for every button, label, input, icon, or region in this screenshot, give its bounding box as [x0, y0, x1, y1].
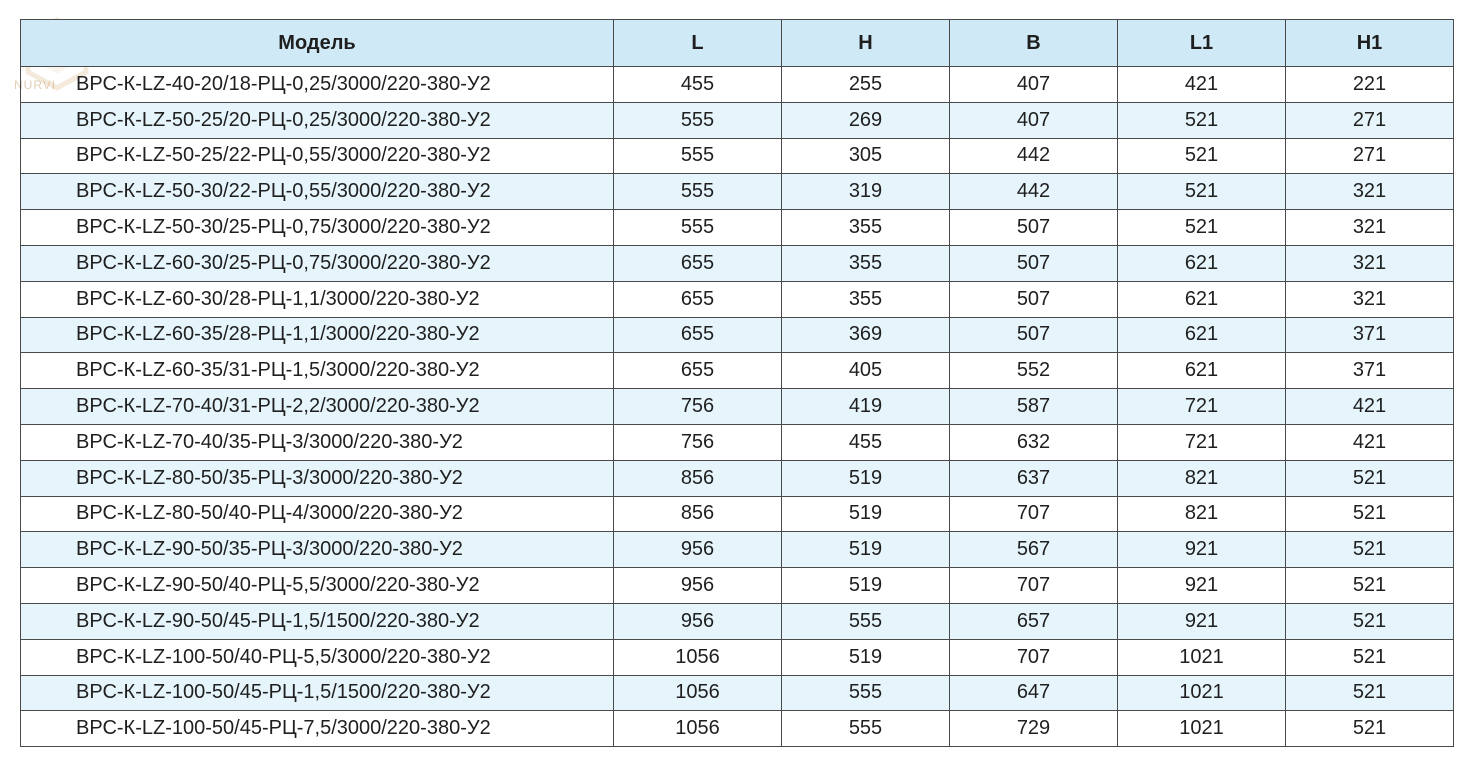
h1-cell: 371 — [1286, 317, 1454, 353]
table-row — [21, 496, 1454, 532]
h-cell: 355 — [782, 245, 950, 281]
table-row — [21, 245, 1454, 281]
h-cell: 519 — [782, 460, 950, 496]
l-cell: 1056 — [614, 711, 782, 747]
h1-cell: 271 — [1286, 102, 1454, 138]
table-row — [21, 102, 1454, 138]
b-cell: 657 — [950, 603, 1118, 639]
l1-cell: 1021 — [1118, 711, 1286, 747]
l1-cell: 821 — [1118, 496, 1286, 532]
table-row — [21, 603, 1454, 639]
b-cell: 407 — [950, 67, 1118, 103]
model-cell: ВРС-К-LZ-90-50/40-РЦ-5,5/3000/220-380-У2 — [21, 568, 614, 604]
model-cell: ВРС-К-LZ-80-50/40-РЦ-4/3000/220-380-У2 — [21, 496, 614, 532]
l-cell: 956 — [614, 532, 782, 568]
h-cell: 519 — [782, 568, 950, 604]
table-header-row — [21, 20, 1454, 67]
l-cell: 455 — [614, 67, 782, 103]
h-cell: 319 — [782, 174, 950, 210]
b-cell: 442 — [950, 174, 1118, 210]
h-cell: 369 — [782, 317, 950, 353]
table-row — [21, 389, 1454, 425]
h1-cell: 221 — [1286, 67, 1454, 103]
model-cell: ВРС-К-LZ-60-30/28-РЦ-1,1/3000/220-380-У2 — [21, 281, 614, 317]
h-cell: 555 — [782, 675, 950, 711]
h1-cell: 521 — [1286, 532, 1454, 568]
model-cell: ВРС-К-LZ-70-40/35-РЦ-3/3000/220-380-У2 — [21, 424, 614, 460]
h1-cell: 521 — [1286, 675, 1454, 711]
model-cell: ВРС-К-LZ-100-50/40-РЦ-5,5/3000/220-380-У2 — [21, 639, 614, 675]
l1-cell: 1021 — [1118, 639, 1286, 675]
h1-cell: 421 — [1286, 424, 1454, 460]
l-cell: 1056 — [614, 639, 782, 675]
b-cell: 647 — [950, 675, 1118, 711]
l1-cell: 921 — [1118, 532, 1286, 568]
l-cell: 555 — [614, 174, 782, 210]
table-row — [21, 353, 1454, 389]
h1-cell: 521 — [1286, 460, 1454, 496]
dimensions-table — [20, 19, 1454, 747]
table-row — [21, 317, 1454, 353]
h-cell: 305 — [782, 138, 950, 174]
model-cell: ВРС-К-LZ-60-35/31-РЦ-1,5/3000/220-380-У2 — [21, 353, 614, 389]
table-row — [21, 424, 1454, 460]
h-cell: 269 — [782, 102, 950, 138]
h-cell: 555 — [782, 603, 950, 639]
h-cell: 519 — [782, 639, 950, 675]
l1-cell: 721 — [1118, 424, 1286, 460]
l-cell: 655 — [614, 281, 782, 317]
l-cell: 956 — [614, 603, 782, 639]
b-cell: 507 — [950, 281, 1118, 317]
model-cell: ВРС-К-LZ-60-35/28-РЦ-1,1/3000/220-380-У2 — [21, 317, 614, 353]
l-cell: 555 — [614, 210, 782, 246]
model-cell: ВРС-К-LZ-40-20/18-РЦ-0,25/3000/220-380-У2 — [21, 67, 614, 103]
b-cell: 507 — [950, 317, 1118, 353]
l1-cell: 921 — [1118, 568, 1286, 604]
h1-cell: 371 — [1286, 353, 1454, 389]
l1-cell: 821 — [1118, 460, 1286, 496]
column-header-model: Модель — [21, 20, 614, 67]
l1-cell: 621 — [1118, 317, 1286, 353]
h1-cell: 521 — [1286, 711, 1454, 747]
b-cell: 552 — [950, 353, 1118, 389]
model-cell: ВРС-К-LZ-60-30/25-РЦ-0,75/3000/220-380-У2 — [21, 245, 614, 281]
b-cell: 407 — [950, 102, 1118, 138]
l1-cell: 721 — [1118, 389, 1286, 425]
table-row — [21, 532, 1454, 568]
b-cell: 707 — [950, 496, 1118, 532]
model-cell: ВРС-К-LZ-80-50/35-РЦ-3/3000/220-380-У2 — [21, 460, 614, 496]
b-cell: 567 — [950, 532, 1118, 568]
table-row — [21, 711, 1454, 747]
watermark-text: NURVI — [14, 78, 57, 92]
model-cell: ВРС-К-LZ-50-25/22-РЦ-0,55/3000/220-380-У2 — [21, 138, 614, 174]
h1-cell: 421 — [1286, 389, 1454, 425]
h1-cell: 521 — [1286, 639, 1454, 675]
l1-cell: 521 — [1118, 174, 1286, 210]
h1-cell: 321 — [1286, 174, 1454, 210]
l1-cell: 621 — [1118, 245, 1286, 281]
l1-cell: 921 — [1118, 603, 1286, 639]
b-cell: 707 — [950, 639, 1118, 675]
column-header-b: B — [950, 20, 1118, 67]
h-cell: 419 — [782, 389, 950, 425]
column-header-h: H — [782, 20, 950, 67]
h-cell: 355 — [782, 281, 950, 317]
model-cell: ВРС-К-LZ-50-30/25-РЦ-0,75/3000/220-380-У2 — [21, 210, 614, 246]
b-cell: 587 — [950, 389, 1118, 425]
b-cell: 729 — [950, 711, 1118, 747]
b-cell: 442 — [950, 138, 1118, 174]
table-row — [21, 138, 1454, 174]
l-cell: 555 — [614, 102, 782, 138]
model-cell: ВРС-К-LZ-90-50/45-РЦ-1,5/1500/220-380-У2 — [21, 603, 614, 639]
l-cell: 655 — [614, 317, 782, 353]
l-cell: 856 — [614, 496, 782, 532]
model-cell: ВРС-К-LZ-50-30/22-РЦ-0,55/3000/220-380-У2 — [21, 174, 614, 210]
model-cell: ВРС-К-LZ-50-25/20-РЦ-0,25/3000/220-380-У2 — [21, 102, 614, 138]
b-cell: 637 — [950, 460, 1118, 496]
h1-cell: 321 — [1286, 281, 1454, 317]
l-cell: 655 — [614, 353, 782, 389]
b-cell: 507 — [950, 245, 1118, 281]
b-cell: 507 — [950, 210, 1118, 246]
h1-cell: 271 — [1286, 138, 1454, 174]
h-cell: 405 — [782, 353, 950, 389]
h-cell: 255 — [782, 67, 950, 103]
l-cell: 655 — [614, 245, 782, 281]
l-cell: 756 — [614, 424, 782, 460]
l1-cell: 521 — [1118, 138, 1286, 174]
b-cell: 707 — [950, 568, 1118, 604]
table-row — [21, 460, 1454, 496]
l1-cell: 521 — [1118, 210, 1286, 246]
h-cell: 519 — [782, 532, 950, 568]
h1-cell: 521 — [1286, 603, 1454, 639]
l-cell: 555 — [614, 138, 782, 174]
h-cell: 355 — [782, 210, 950, 246]
table-row — [21, 281, 1454, 317]
l1-cell: 521 — [1118, 102, 1286, 138]
table-row — [21, 568, 1454, 604]
l-cell: 956 — [614, 568, 782, 604]
l-cell: 756 — [614, 389, 782, 425]
h1-cell: 321 — [1286, 245, 1454, 281]
h1-cell: 521 — [1286, 496, 1454, 532]
l1-cell: 421 — [1118, 67, 1286, 103]
model-cell: ВРС-К-LZ-90-50/35-РЦ-3/3000/220-380-У2 — [21, 532, 614, 568]
h-cell: 555 — [782, 711, 950, 747]
table-row — [21, 675, 1454, 711]
h1-cell: 321 — [1286, 210, 1454, 246]
table-row — [21, 210, 1454, 246]
b-cell: 632 — [950, 424, 1118, 460]
column-header-h1: H1 — [1286, 20, 1454, 67]
model-cell: ВРС-К-LZ-100-50/45-РЦ-7,5/3000/220-380-У2 — [21, 711, 614, 747]
model-cell: ВРС-К-LZ-100-50/45-РЦ-1,5/1500/220-380-У2 — [21, 675, 614, 711]
model-cell: ВРС-К-LZ-70-40/31-РЦ-2,2/3000/220-380-У2 — [21, 389, 614, 425]
l-cell: 856 — [614, 460, 782, 496]
h-cell: 519 — [782, 496, 950, 532]
h1-cell: 521 — [1286, 568, 1454, 604]
table-row — [21, 639, 1454, 675]
table-row — [21, 174, 1454, 210]
column-header-l: L — [614, 20, 782, 67]
column-header-l1: L1 — [1118, 20, 1286, 67]
l-cell: 1056 — [614, 675, 782, 711]
table-row — [21, 67, 1454, 103]
l1-cell: 1021 — [1118, 675, 1286, 711]
h-cell: 455 — [782, 424, 950, 460]
l1-cell: 621 — [1118, 281, 1286, 317]
l1-cell: 621 — [1118, 353, 1286, 389]
table-body — [21, 67, 1454, 747]
